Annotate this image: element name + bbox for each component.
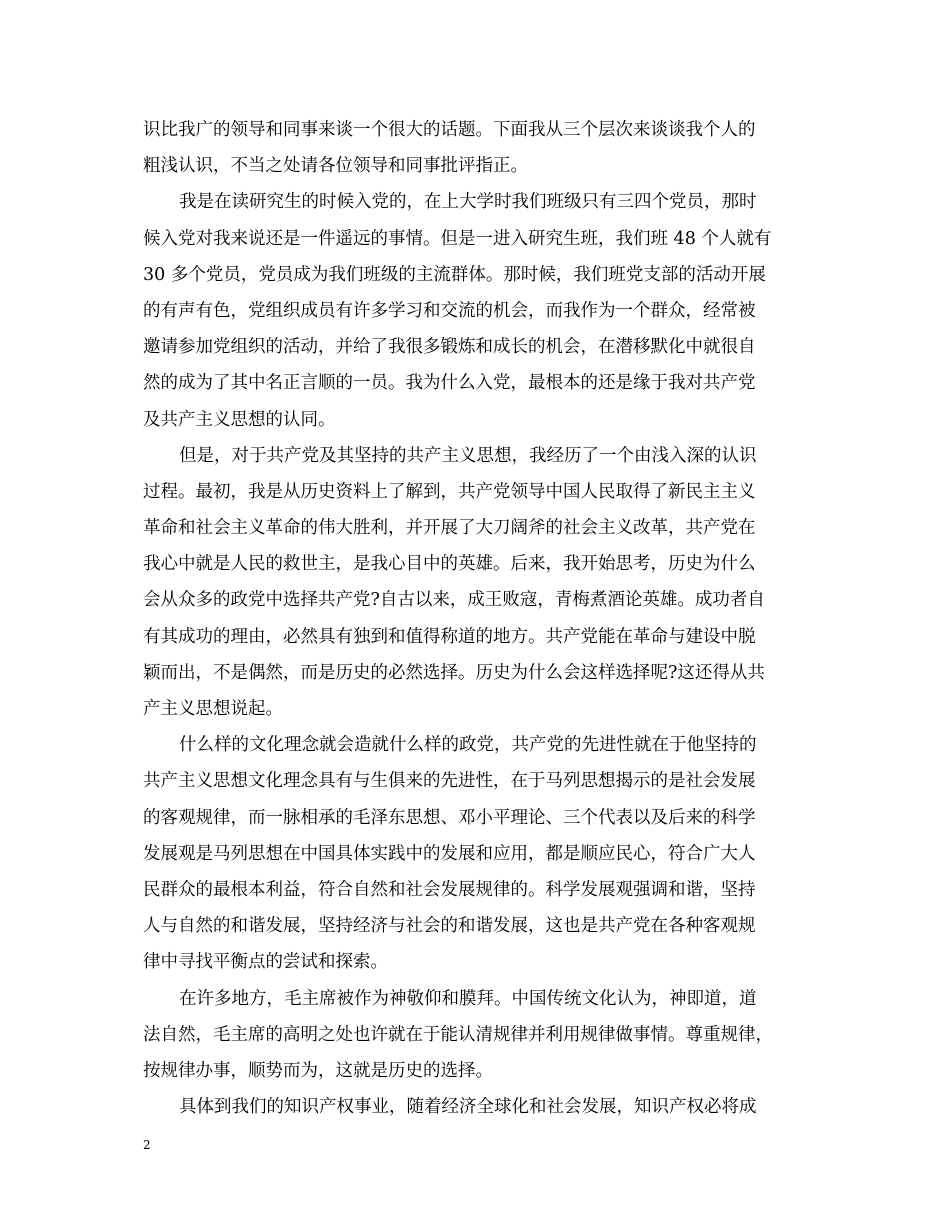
text-line: 什么样的文化理念就会造就什么样的政党，共产党的先进性就在于他坚持的	[179, 735, 757, 756]
text-line: 颖而出，不是偶然，而是历史的必然选择。历史为什么会这样选择呢?这还得从共	[143, 662, 765, 683]
text-line: 发展观是马列思想在中国具体实践中的发展和应用，都是顺应民心，符合广大人	[143, 843, 756, 864]
text-line: 革命和社会主义革命的伟大胜利，并开展了大刀阔斧的社会主义改革，共产党在	[143, 518, 756, 539]
paragraph	[143, 1089, 813, 1125]
text-line: 我是在读研究生的时候入党的，在上大学时我们班级只有三四个党员，那时	[179, 192, 757, 213]
text-line: 但是，对于共产党及其坚持的共产主义思想，我经历了一个由浅入深的认识	[179, 445, 757, 466]
page-number: 2	[143, 1138, 151, 1152]
paragraph	[143, 727, 813, 980]
text-line: 有其成功的理由，必然具有独到和值得称道的地方。共产党能在革命与建设中脱	[143, 626, 756, 647]
text-line: 粗浅认识，不当之处请各位领导和同事批评指正。	[143, 156, 528, 177]
paragraph	[143, 184, 813, 437]
paragraph	[143, 438, 813, 728]
paragraph	[143, 112, 813, 184]
text-line: 30 多个党员，党员成为我们班级的主流群体。那时候，我们班党支部的活动开展	[143, 264, 766, 285]
text-line: 过程。最初，我是从历史资料上了解到，共产党领导中国人民取得了新民主主义	[143, 481, 756, 502]
text-line: 法自然，毛主席的高明之处也许就在于能认清规律并利用规律做事情。尊重规律，	[143, 1024, 773, 1045]
document-body	[143, 112, 813, 1125]
text-line: 律中寻找平衡点的尝试和探索。	[143, 952, 388, 973]
text-line: 识比我广的领导和同事来谈一个很大的话题。下面我从三个层次来谈谈我个人的	[143, 120, 756, 140]
text-line: 产主义思想说起。	[143, 699, 283, 719]
text-line: 的客观规律，而一脉相承的毛泽东思想、邓小平理论、三个代表以及后来的科学	[143, 807, 756, 828]
text-line: 候入党对我来说还是一件遥远的事情。但是一进入研究生班，我们班 48 个人就有	[143, 228, 772, 249]
text-line: 会从众多的政党中选择共产党?自古以来，成王败寇，青梅煮酒论英雄。成功者自	[143, 590, 765, 611]
text-line: 按规律办事，顺势而为，这就是历史的选择。	[143, 1060, 493, 1081]
text-line: 及共产主义思想的认同。	[143, 409, 336, 430]
text-line: 在许多地方，毛主席被作为神敬仰和膜拜。中国传统文化认为，神即道，道	[179, 988, 757, 1009]
text-line: 具体到我们的知识产权事业，随着经济全球化和社会发展，知识产权必将成	[179, 1097, 757, 1118]
text-line: 人与自然的和谐发展，坚持经济与社会的和谐发展，这也是共产党在各种客观规	[143, 916, 756, 937]
text-line: 然的成为了其中名正言顺的一员。我为什么入党，最根本的还是缘于我对共产党	[143, 373, 756, 394]
text-line: 共产主义思想文化理念具有与生俱来的先进性，在于马列思想揭示的是社会发展	[143, 771, 756, 792]
text-line: 邀请参加党组织的活动，并给了我很多锻炼和成长的机会，在潜移默化中就很自	[143, 337, 756, 358]
text-line: 的有声有色，党组织成员有许多学习和交流的机会，而我作为一个群众，经常被	[143, 300, 756, 321]
text-line: 民群众的最根本利益，符合自然和社会发展规律的。科学发展观强调和谐，坚持	[143, 879, 756, 900]
text-line: 我心中就是人民的救世主，是我心目中的英雄。后来，我开始思考，历史为什么	[143, 554, 756, 575]
paragraph	[143, 981, 813, 1090]
